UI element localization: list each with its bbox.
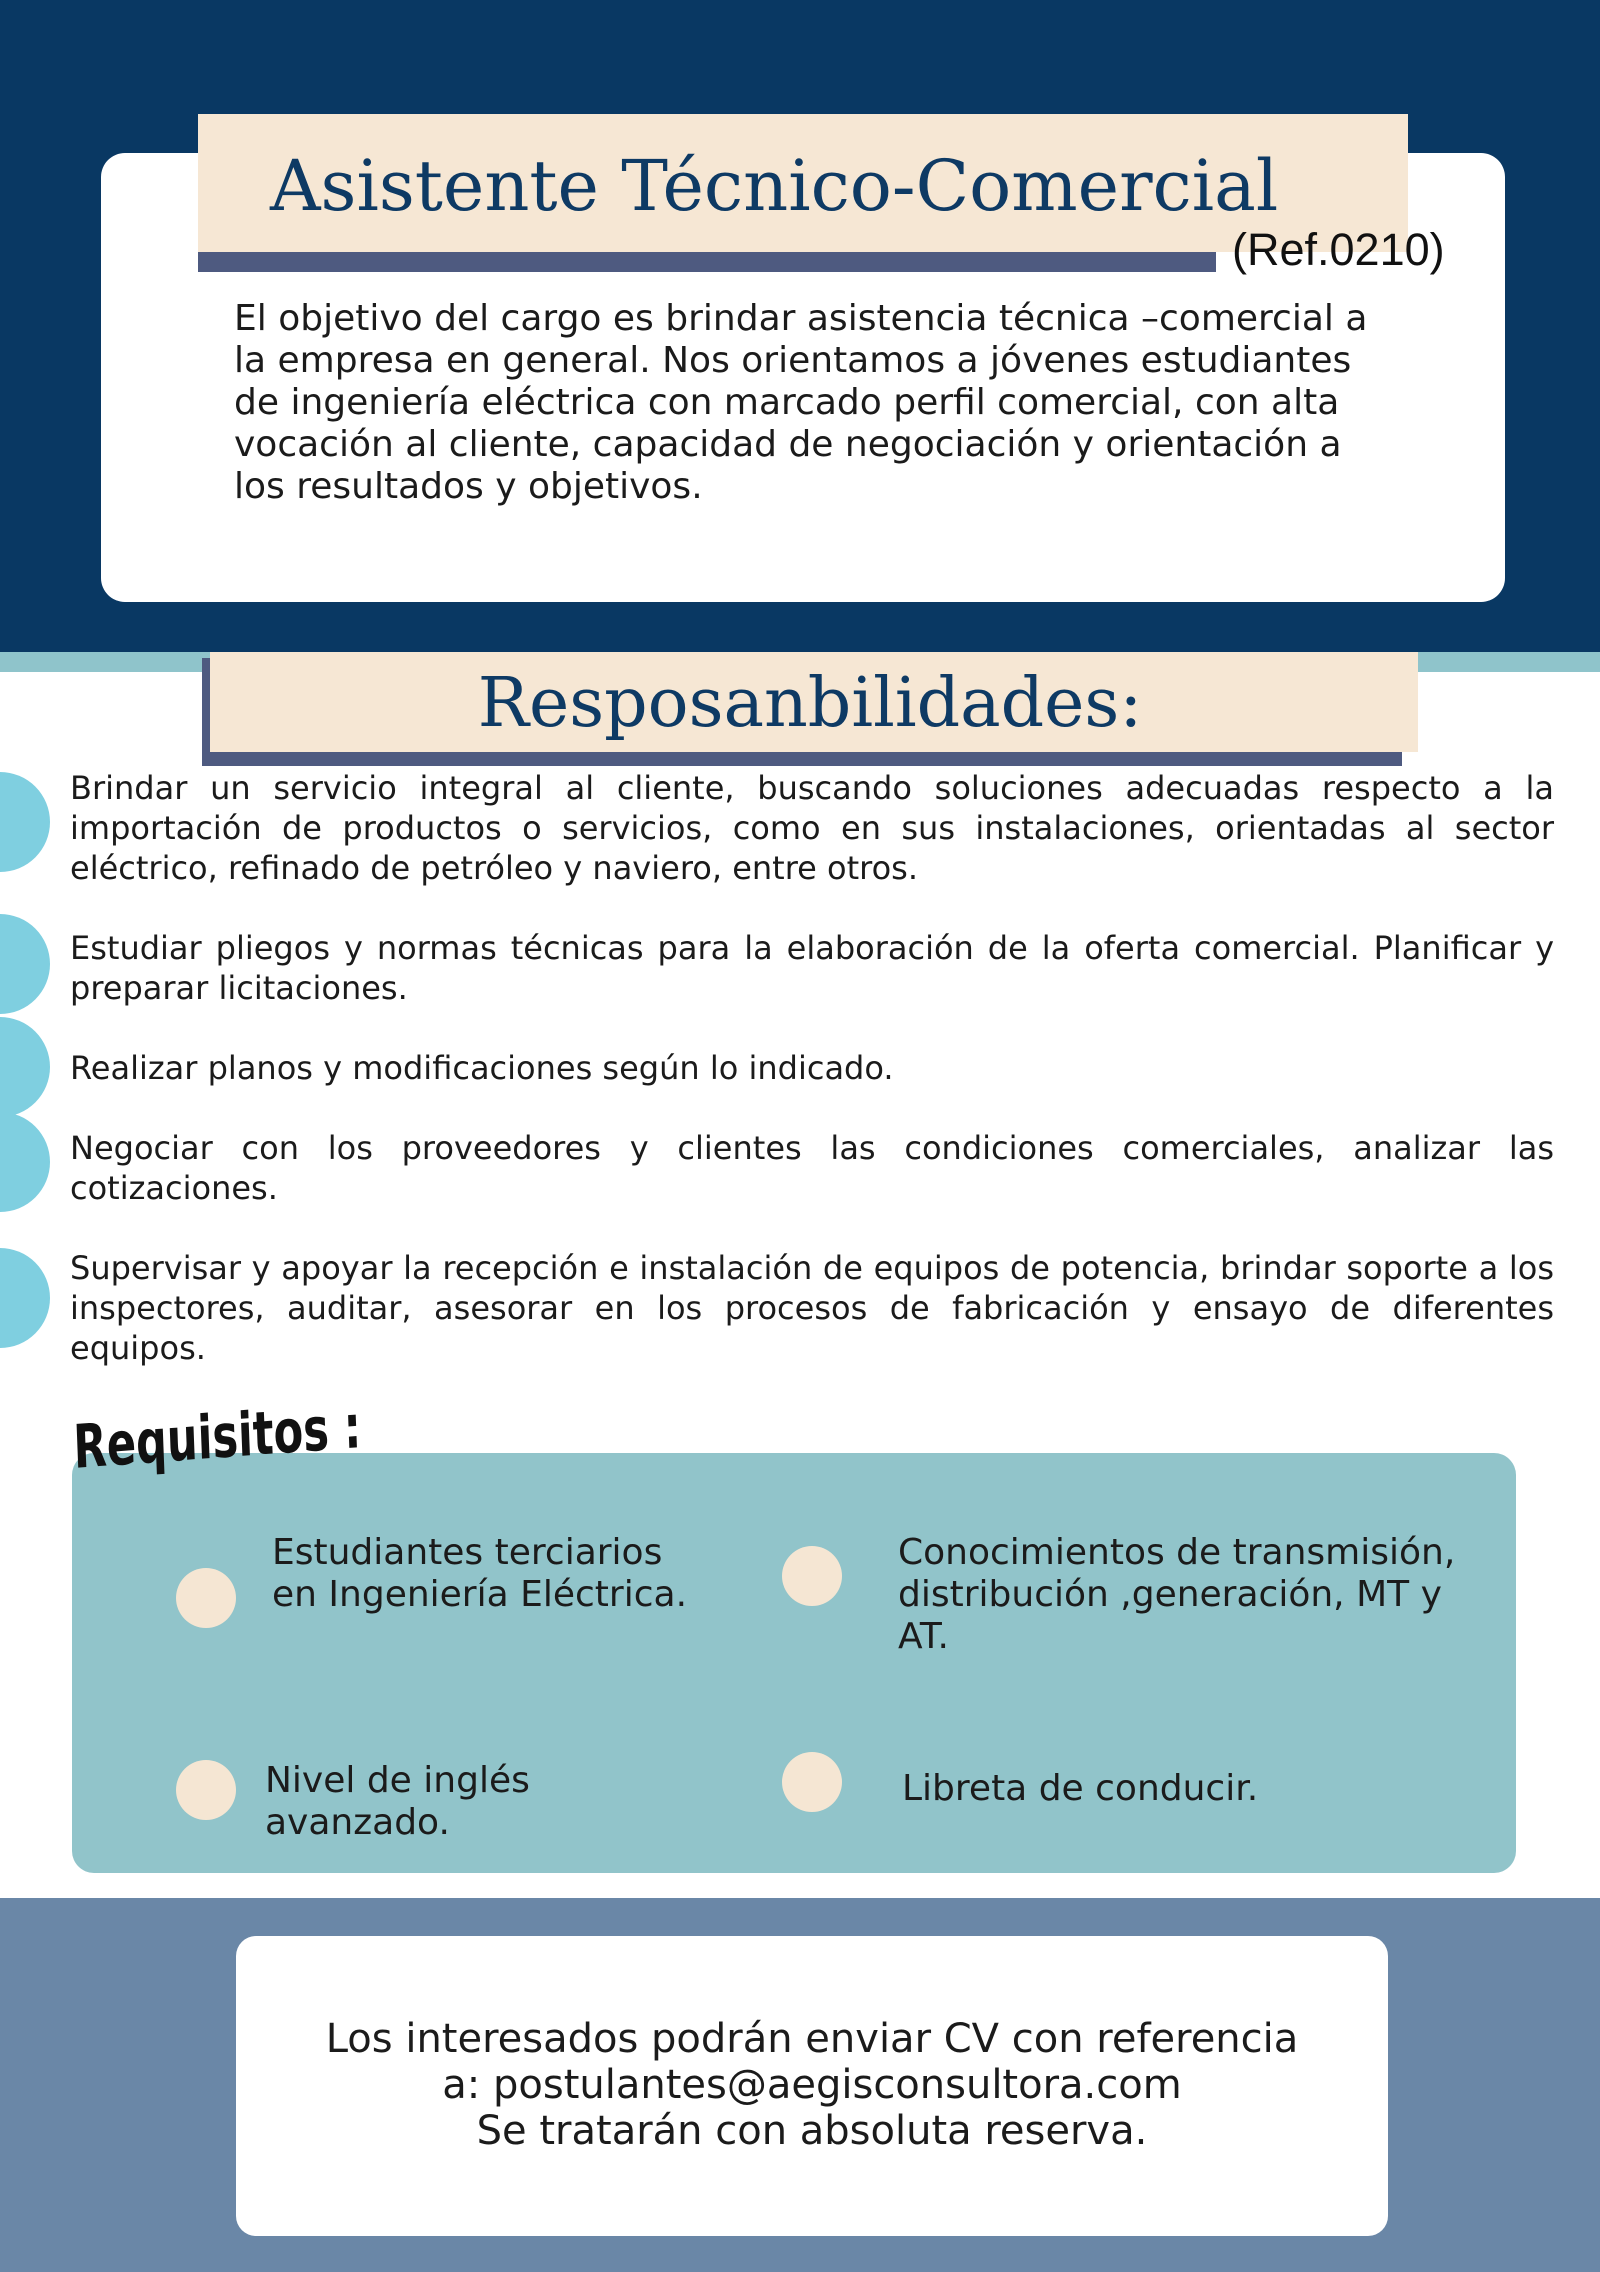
contact-line: Los interesados podrán enviar CV con referencia [325,2016,1299,2062]
responsibility-item: Estudiar pliegos y normas técnicas para la elaboración de la oferta comercial. Planificar y preparar licitaciones. [70,929,1554,1007]
responsibility-item: Brindar un servicio integral al cliente, buscando soluciones adecuadas respecto a la importación de productos o servicios, como en sus instalaciones, orientadas al sector eléctrico, refinado de petróleo y naviero, entre otros. [70,769,1554,887]
bullet-bubble-icon [0,772,50,872]
job-description: El objetivo del cargo es brindar asistencia técnica –comercial a la empresa en general. Nos orientamos a jóvenes estudiantes de ingeniería eléctrica con marcado perfil comercial, con alta vocación al cliente, capacidad de negociación y orientación a los resultados y objetivos. [234,298,1368,507]
bullet-bubble-icon [0,1017,50,1117]
bullet-bubble-icon [0,1248,50,1348]
contact-line: Se tratarán con absoluta reserva. [476,2108,1148,2154]
page-title: Asistente Técnico-Comercial [270,145,1279,227]
bullet-bubble-icon [0,1112,50,1212]
requirements-title: Requisitos : [72,1392,363,1483]
responsibilities-title: Resposanbilidades: [477,664,1143,743]
requirement-bullet-icon [782,1752,842,1812]
contact-email: a: postulantes@aegisconsultora.com [442,2062,1182,2108]
bullet-bubble-icon [0,914,50,1014]
requirement-bullet-icon [782,1546,842,1606]
requirement-bullet-icon [176,1760,236,1820]
responsibility-item: Realizar planos y modificaciones según lo indicado. [70,1049,894,1087]
reference-code: (Ref.0210) [1232,224,1445,275]
requirement-item: Conocimientos de transmisión, distribución ,generación, MT y AT. [898,1532,1456,1657]
requirement-item: Estudiantes terciarios en Ingeniería Eléctrica. [272,1532,688,1615]
requirement-item: Nivel de inglés avanzado. [265,1760,530,1843]
requirement-bullet-icon [176,1568,236,1628]
contact-info [236,2016,1388,2154]
responsibility-item: Negociar con los proveedores y clientes las condiciones comerciales, analizar las cotizaciones. [70,1129,1554,1207]
responsibility-item: Supervisar y apoyar la recepción e instalación de equipos de potencia, brindar soporte a los inspectores, auditar, asesorar en los procesos de fabricación y ensayo de diferentes equipos. [70,1249,1554,1367]
requirement-item: Libreta de conducir. [902,1768,1259,1809]
